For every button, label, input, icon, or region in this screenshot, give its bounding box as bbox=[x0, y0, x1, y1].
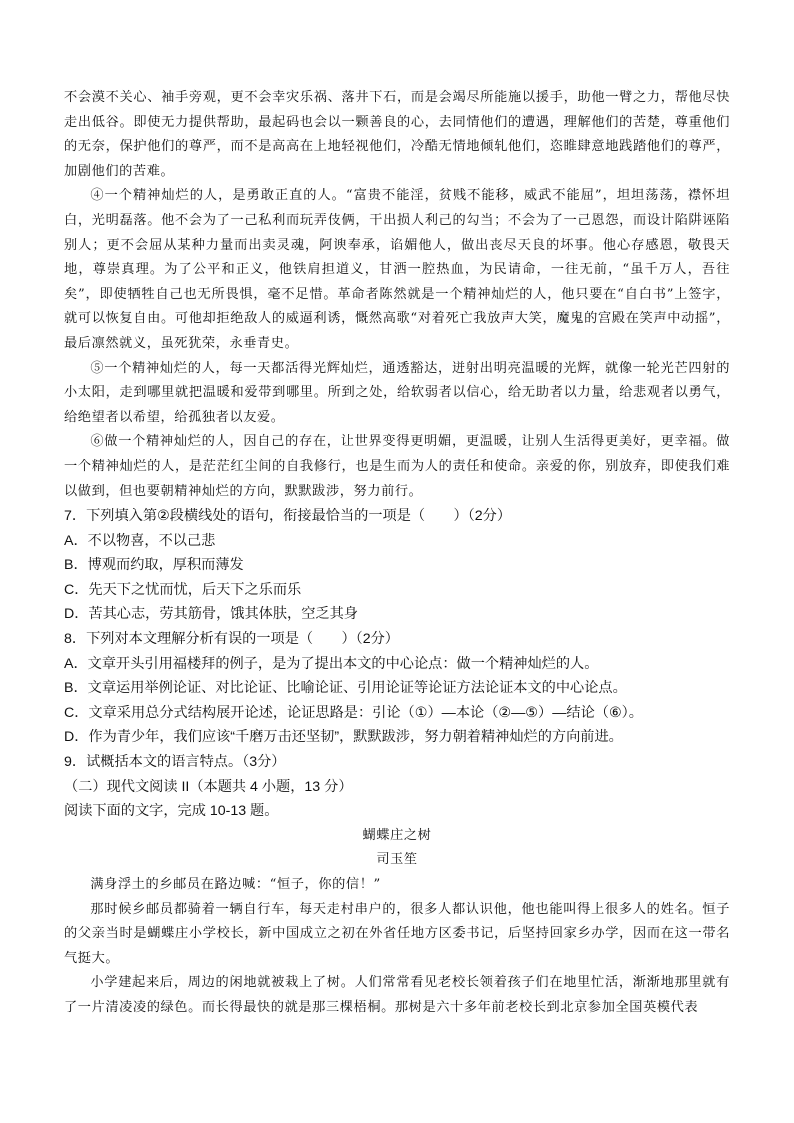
question-7-option-a: A．不以物喜，不以己悲 bbox=[64, 532, 216, 549]
question-8: 8．下列对本文理解分析有误的一项是（ ）（2分） bbox=[64, 631, 399, 648]
question-7-option-b: B．博观而约取，厚积而薄发 bbox=[64, 557, 244, 574]
story-paragraph-3: 小学建起来后，周边的闲地就被栽上了树。人们常常看见老校长领着孩子们在地里忙活，渐渐地那里就有了一片清凌凌的绿色。而长得最快的就是那三棵梧桐。那树是六十多年前老校长到北京参加全国英模代表 bbox=[64, 975, 730, 1015]
essay-paragraph-3-end: 不会漠不关心、袖手旁观，更不会幸灾乐祸、落井下石，而是会竭尽所能施以援手，助他一臂之力，帮他尽快走出低谷。即使无力提供帮助，最起码也会以一颗善良的心，去同情他们的遭遇，理解他们的苦楚，尊重他们的无奈，保护他们的尊严，而不是高高在上地轻视他们，冷酷无情地倾轧他们，恣睢肆意地践踏他们的尊严，加剧他们的苦难。 bbox=[64, 90, 730, 179]
question-8-option-d: D．作为青少年，我们应该“千磨万击还坚韧”，默默跋涉，努力朝着精神灿烂的方向前进。 bbox=[64, 729, 623, 746]
section-heading: （二）现代文阅读 II（本题共 4 小题，13 分） bbox=[64, 778, 353, 795]
essay-paragraph-5: ⑤一个精神灿烂的人，每一天都活得光辉灿烂，通透豁达，迸射出明亮温暖的光辉，就像一轮光芒四射的小太阳，走到哪里就把温暖和爱带到哪里。所到之处，给软弱者以信心，给无助者以力量，给悲观者以勇气，给绝望者以希望，给孤独者以友爱。 bbox=[64, 360, 730, 425]
question-9: 9．试概括本文的语言特点。（3分） bbox=[64, 754, 286, 771]
reading-instruction: 阅读下面的文字，完成 10-13 题。 bbox=[64, 803, 279, 820]
story-paragraph-2: 那时候乡邮员都骑着一辆自行车，每天走村串户的，很多人都认识他，他也能叫得上很多人的姓名。恒子的父亲当时是蝴蝶庄小学校长，新中国成立之初在外省任地方区委书记，后坚持回家乡办学，因而在这一带名气挺大。 bbox=[64, 901, 730, 966]
document-page bbox=[64, 86, 730, 1021]
question-7-option-d: D．苦其心志，劳其筋骨，饿其体肤，空乏其身 bbox=[64, 606, 358, 623]
story-title: 蝴蝶庄之树 bbox=[362, 827, 432, 843]
question-block bbox=[64, 504, 730, 824]
question-8-option-a: A．文章开头引用福楼拜的例子，是为了提出本文的中心论点：做一个精神灿烂的人。 bbox=[64, 655, 599, 672]
question-7: 7．下列填入第②段横线处的语句，衔接最恰当的一项是（ ）（2分） bbox=[64, 508, 512, 525]
question-8-option-b: B．文章运用举例论证、对比论证、比喻论证、引用论证等论证方法论证本文的中心论点。 bbox=[64, 680, 627, 697]
question-7-option-c: C．先天下之忧而忧，后天下之乐而乐 bbox=[64, 581, 302, 598]
essay-passage bbox=[64, 86, 730, 504]
essay-paragraph-4: ④一个精神灿烂的人，是勇敢正直的人。“富贵不能淫，贫贱不能移，威武不能屈”，坦坦荡荡，襟怀坦白，光明磊落。他不会为了一己私利而玩弄伎俩，干出损人利己的勾当；不会为了一己恩怨，而设计陷阱诬陷别人；更不会屈从某种力量而出卖灵魂，阿谀奉承，谄媚他人，做出丧尽天良的坏事。他心存感恩，敬畏天地，尊崇真理。为了公平和正义，他铁肩担道义，甘洒一腔热血，为民请命，一往无前，“虽千万人，吾往矣”，即使牺牲自己也无所畏惧，毫不足惜。革命者陈然就是一个精神灿烂的人，他只要在“自白书”上签字，就可以恢复自由。可他却拒绝敌人的威逼利诱，慨然高歌“对着死亡我放声大笑，魔鬼的宫殿在笑声中动摇”，最后凛然就义，虽死犹荣，永垂青史。 bbox=[64, 188, 730, 351]
story-passage bbox=[64, 824, 730, 1021]
essay-paragraph-6: ⑥做一个精神灿烂的人，因自己的存在，让世界变得更明媚，更温暖，让别人生活得更美好，更幸福。做一个精神灿烂的人，是茫茫红尘间的自我修行，也是生而为人的责任和使命。亲爱的你，别放弃，即使我们难以做到，但也要朝精神灿烂的方向，默默跋涉，努力前行。 bbox=[64, 434, 730, 499]
story-paragraph-1: 满身浮土的乡邮员在路边喊：“恒子，你的信！” bbox=[90, 877, 381, 892]
story-author: 司玉笙 bbox=[376, 852, 418, 868]
question-8-option-c: C．文章采用总分式结构展开论述，论证思路是：引论（①）—本论（②—⑤）—结论（⑥）。 bbox=[64, 704, 643, 721]
